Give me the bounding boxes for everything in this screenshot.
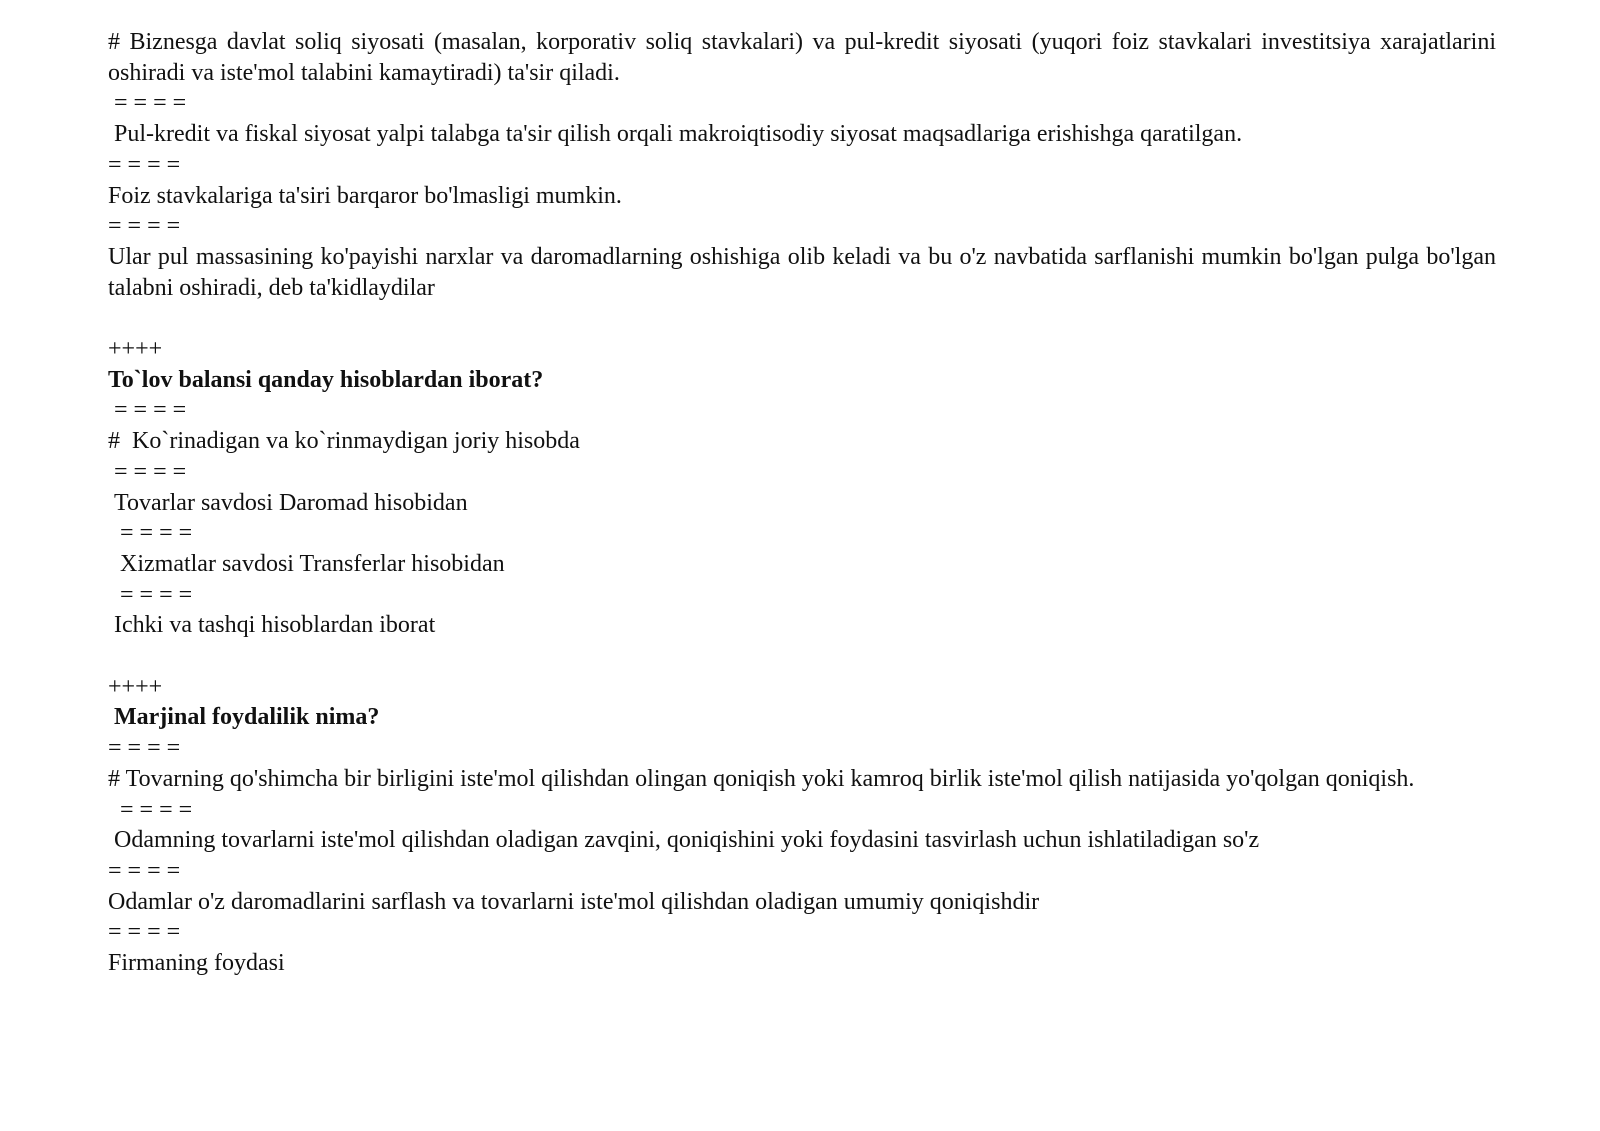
q2-answer-1: # Ko`rinadigan va ko`rinmaydigan joriy hisobda [108,428,580,455]
separator: = = = = [108,90,187,117]
q2-answer-4: Ichki va tashqi hisoblardan iborat [108,612,436,639]
q1-answer-4: Ular pul massasining ko'payishi narxlar va daromadlarning oshishiga olib keladi va bu o'z navbatida sarflanishi mumkin bo'lgan pulga bo'lgan talabni oshiradi, deb ta'kidlaydilar [108,243,1502,301]
q1-answer-3: Foiz stavkalariga ta'siri barqaror bo'lmasligi mumkin. [108,182,622,209]
separator: = = = = [108,919,181,946]
separator: = = = = [108,857,181,884]
question-marker: ++++ [108,673,163,700]
correct-marker: # [108,29,130,55]
q1-answer-2: Pul-kredit va fiskal siyosat yalpi talabga ta'sir qilish orqali makroiqtisodiy siyosat maqsadlariga erishishga qaratilgan. [108,121,1243,148]
blank-line [108,303,1496,334]
q1-answer-1: # Biznesga davlat soliq siyosati (masalan, korporativ soliq stavkalari) va pul-kredit siyosati (yuqori foiz stavkalari investitsiya xarajatlarini oshiradi va iste'mol talabini kamaytiradi) ta'sir qiladi. [108,29,1503,86]
separator: = = = = [108,151,181,178]
q2-question: To`lov balansi qanday hisoblardan iborat? [108,366,544,393]
q3-question: Marjinal foydalilik nima? [108,704,380,731]
q2-answer-2: Tovarlar savdosi Daromad hisobidan [108,489,468,516]
separator: = = = = [108,581,193,608]
q3-answer-4: Firmaning foydasi [108,950,285,977]
q3-answer-3: Odamlar o'z daromadlarini sarflash va tovarlarni iste'mol qilishdan oladigan umumiy qoniqishdir [108,888,1040,915]
correct-marker: # [108,428,132,455]
separator: = = = = [108,735,181,762]
separator: = = = = [108,213,181,240]
document-page [108,27,1503,979]
q2-answer-3: Xizmatlar savdosi Transferlar hisobidan [108,550,505,577]
correct-marker: # [108,765,126,792]
q3-answer-2: Odamning tovarlarni iste'mol qilishdan oladigan zavqini, qoniqishini yoki foydasini tasvirlash uchun ishlatiladigan so'z [108,827,1260,854]
blank-line [108,641,1496,672]
question-marker: ++++ [108,336,163,363]
separator: = = = = [108,520,193,547]
separator: = = = = [108,796,193,823]
q3-answer-1: # Tovarning qo'shimcha bir birligini iste'mol qilishdan olingan qoniqish yoki kamroq birlik iste'mol qilish natijasida yo'qolgan qoniqish. [108,765,1415,792]
separator: = = = = [108,458,187,485]
separator: = = = = [108,397,187,424]
